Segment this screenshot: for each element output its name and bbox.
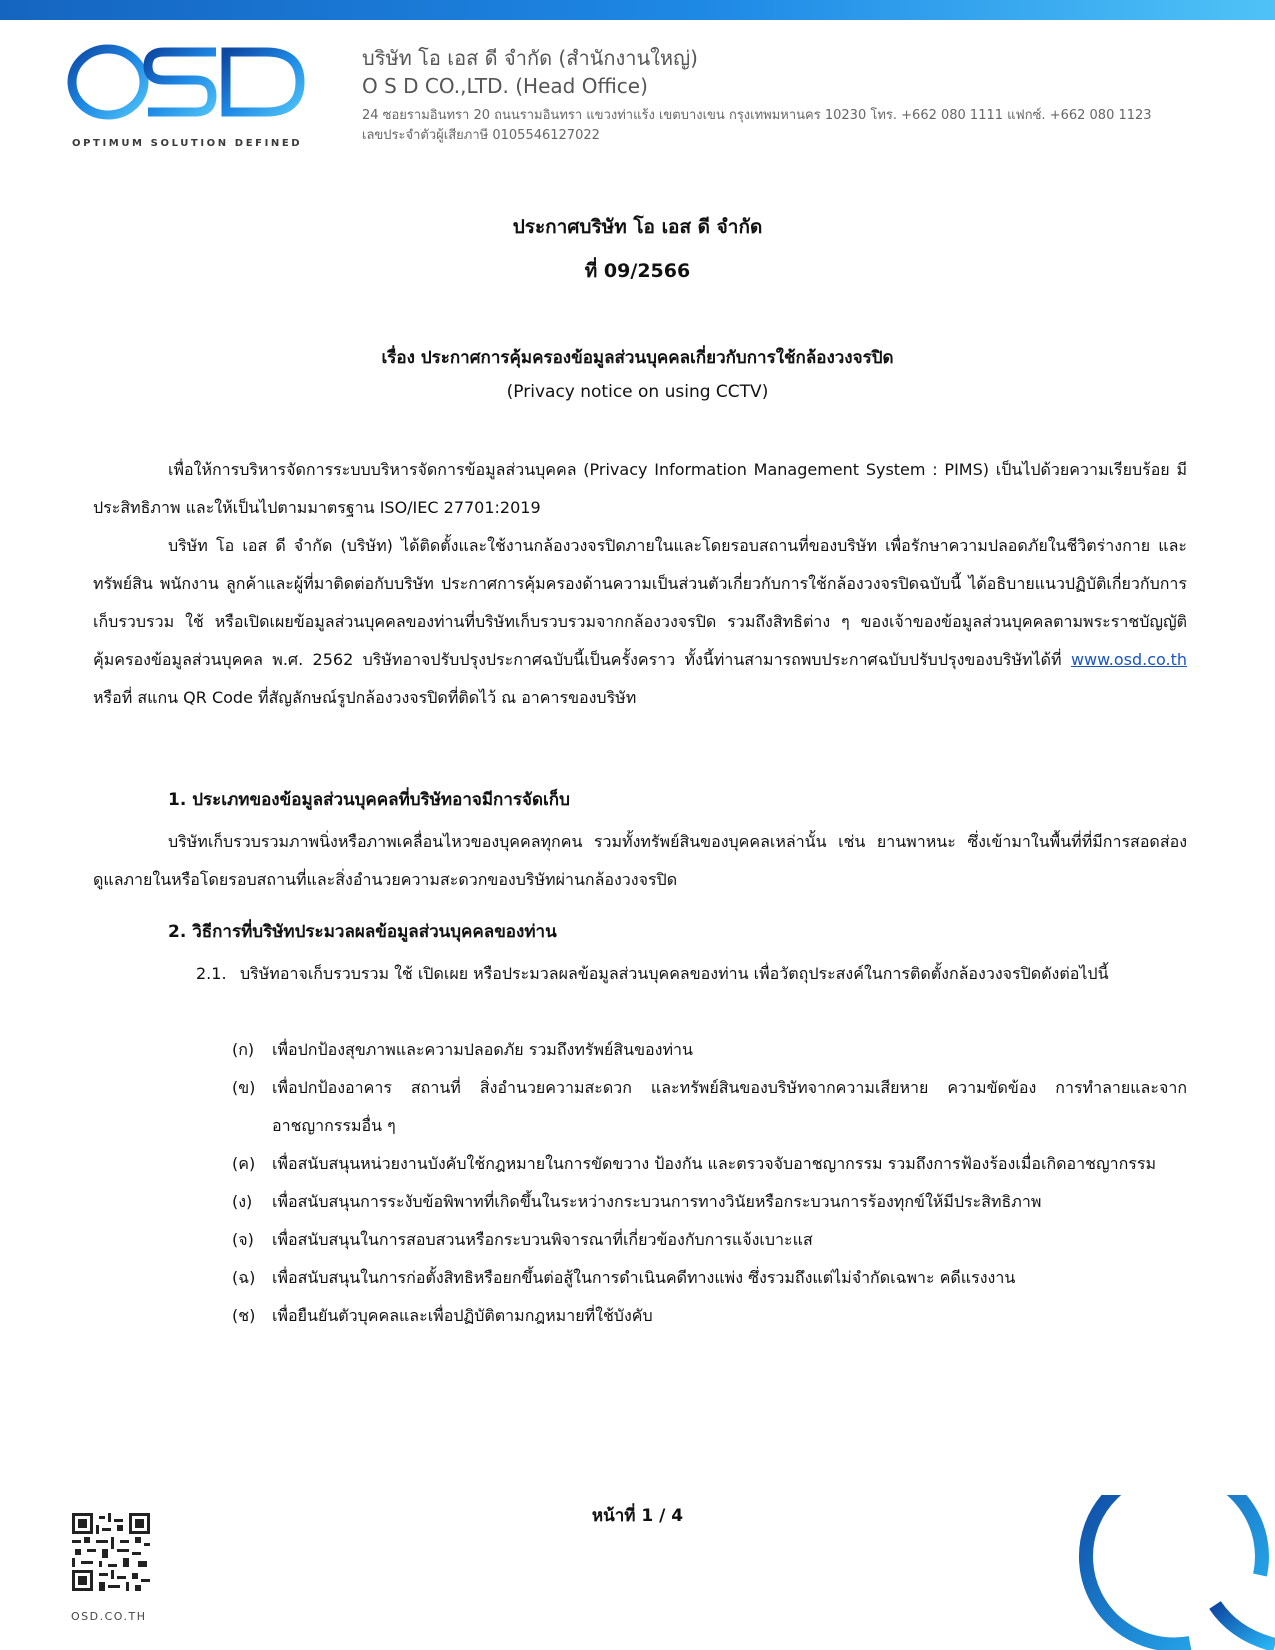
section-2-1 [196, 955, 1187, 993]
company-tax-id: เลขประจำตัวผู้เสียภาษี 0105546127022 [362, 128, 600, 143]
list-item [232, 1145, 1187, 1183]
list-item-marker: (ข) [232, 1078, 256, 1097]
logo-tagline: OPTIMUM SOLUTION DEFINED [72, 138, 303, 149]
intro-paragraph: เพื่อให้การบริหารจัดการระบบบริหารจัดการข้อมูลส่วนบุคคล (Privacy Information Management System : PIMS) เป็นไปด้วยความเรียบร้อย มีประสิทธิภาพ และให้เป็นไปตามมาตรฐาน ISO/IEC 27701:2019 [93, 460, 1187, 517]
list-item [232, 1259, 1187, 1297]
list-item-text: เพื่อสนับสนุนในการก่อตั้งสิทธิหรือยกขึ้นต่อสู้ในการดำเนินคดีทางแพ่ง ซึ่งรวมถึงแต่ไม่จำกัดเฉพาะ คดีแรงงาน [272, 1268, 1016, 1287]
cctv-paragraph-text-end: หรือที่ สแกน QR Code ที่สัญลักษณ์รูปกล้องวงจรปิดที่ติดไว้ ณ อาคารของบริษัท [93, 688, 637, 707]
company-name-en: O S D CO.,LTD. (Head Office) [362, 74, 648, 98]
list-item [232, 1031, 1187, 1069]
cctv-paragraph-text: บริษัท โอ เอส ดี จำกัด (บริษัท) ได้ติดตั้งและใช้งานกล้องวงจรปิดภายในและโดยรอบสถานที่ของบริษัท เพื่อรักษาความปลอดภัยในชีวิตร่างกาย และทรัพย์สิน พนักงาน ลูกค้าและผู้ที่มาติดต่อกับบริษัท ประกาศการคุ้มครองด้านความเป็นส่วนตัวเกี่ยวกับการใช้กล้องวงจรปิดฉบับนี้ ได้อธิบายแนวปฏิบัติเกี่ยวกับการเก็บรวบรวม ใช้ หรือเปิดเผยข้อมูลส่วนบุคคลของท่านที่บริษัทเก็บรวบรวมจากกล้องวงจรปิด รวมถึงสิทธิต่าง ๆ ของเจ้าของข้อมูลส่วนบุคคลตามพระราชบัญญัติคุ้มครองข้อมูลส่วนบุคคล พ.ศ. 2562 บริษัทอาจปรับปรุงประกาศฉบับนี้เป็นครั้งคราว ทั้งนี้ท่านสามารถพบประกาศฉบับปรับปรุงของบริษัทได้ที่ [93, 536, 1187, 669]
list-item-text: เพื่อสนับสนุนหน่วยงานบังคับใช้กฎหมายในการขัดขวาง ป้องกัน และตรวจจับอาชญากรรม รวมถึงการฟ้องร้องเมื่อเกิดอาชญากรรม [272, 1154, 1157, 1173]
website-link[interactable]: www.osd.co.th [1070, 650, 1187, 669]
list-item-text: เพื่อสนับสนุนการระงับข้อพิพาทที่เกิดขึ้นในระหว่างกระบวนการทางวินัยหรือกระบวนการร้องทุกข์ให้มีประสิทธิภาพ [272, 1192, 1042, 1211]
list-item-text: เพื่อปกป้องอาคาร สถานที่ สิ่งอำนวยความสะดวก และทรัพย์สินของบริษัทจากความเสียหาย ความขัดข้อง การทำลายและจากอาชญากรรมอื่น ๆ [272, 1078, 1187, 1135]
list-item-marker: (ค) [232, 1154, 256, 1173]
corner-logo-mark [1010, 1495, 1275, 1650]
company-info [362, 45, 1152, 145]
announcement-subject: เรื่อง ประกาศการคุ้มครองข้อมูลส่วนบุคคลเกี่ยวกับการใช้กล้องวงจรปิด [381, 348, 894, 368]
section-2-1-text: บริษัทอาจเก็บรวบรวม ใช้ เปิดเผย หรือประมวลผลข้อมูลส่วนบุคคลของท่าน เพื่อวัตถุประสงค์ในการติดตั้งกล้องวงจรปิดดังต่อไปนี้ [240, 964, 1109, 983]
list-item-marker: (ก) [232, 1040, 255, 1059]
list-item-marker: (จ) [232, 1230, 254, 1249]
section-2-1-number: 2.1. [196, 964, 227, 983]
qr-code-icon[interactable] [72, 1513, 150, 1591]
list-item-marker: (ช) [232, 1306, 256, 1325]
list-item-marker: (ฉ) [232, 1268, 256, 1287]
list-item [232, 1297, 1187, 1335]
announcement-title: ประกาศบริษัท โอ เอส ดี จำกัด [512, 216, 763, 238]
list-item [232, 1069, 1187, 1145]
section-2-heading: 2. วิธีการที่บริษัทประมวลผลข้อมูลส่วนบุคคลของท่าน [168, 922, 557, 942]
list-item [232, 1183, 1187, 1221]
list-item-text: เพื่อสนับสนุนในการสอบสวนหรือกระบวนพิจารณาที่เกี่ยวข้องกับการแจ้งเบาะแส [272, 1230, 813, 1249]
cctv-paragraph [93, 527, 1187, 717]
section-1-text: บริษัทเก็บรวบรวมภาพนิ่งหรือภาพเคลื่อนไหวของบุคคลทุกคน รวมทั้งทรัพย์สินของบุคคลเหล่านั้น เช่น ยานพาหนะ ซึ่งเข้ามาในพื้นที่ที่มีการสอดส่องดูแลภายในหรือโดยรอบสถานที่และสิ่งอำนวยความสะดวกของบริษัทผ่านกล้องวงจรปิด [93, 832, 1187, 889]
company-name-th: บริษัท โอ เอส ดี จำกัด (สำนักงานใหญ่) [362, 46, 698, 70]
purpose-list [232, 1031, 1187, 1335]
announcement-number: ที่ 09/2566 [584, 260, 691, 282]
list-item-text: เพื่อปกป้องสุขภาพและความปลอดภัย รวมถึงทรัพย์สินของท่าน [272, 1040, 693, 1059]
section-1-heading: 1. ประเภทของข้อมูลส่วนบุคคลที่บริษัทอาจมีการจัดเก็บ [168, 790, 570, 810]
page-number: หน้าที่ 1 / 4 [591, 1506, 684, 1526]
qr-label: OSD.CO.TH [71, 1610, 147, 1623]
list-item-marker: (ง) [232, 1192, 253, 1211]
company-address: 24 ซอยรามอินทรา 20 ถนนรามอินทรา แขวงท่าแร้ง เขตบางเขน กรุงเทพมหานคร 10230 โทร. +662 080 1111 แฟกซ์. +662 080 1123 [362, 108, 1152, 123]
osd-logo [66, 42, 306, 152]
list-item-text: เพื่อยืนยันตัวบุคคลและเพื่อปฏิบัติตามกฎหมายที่ใช้บังคับ [272, 1306, 653, 1325]
top-accent-bar [0, 0, 1275, 20]
announcement-subject-en: (Privacy notice on using CCTV) [506, 382, 769, 402]
list-item [232, 1221, 1187, 1259]
osd-logo-mark [66, 42, 306, 132]
